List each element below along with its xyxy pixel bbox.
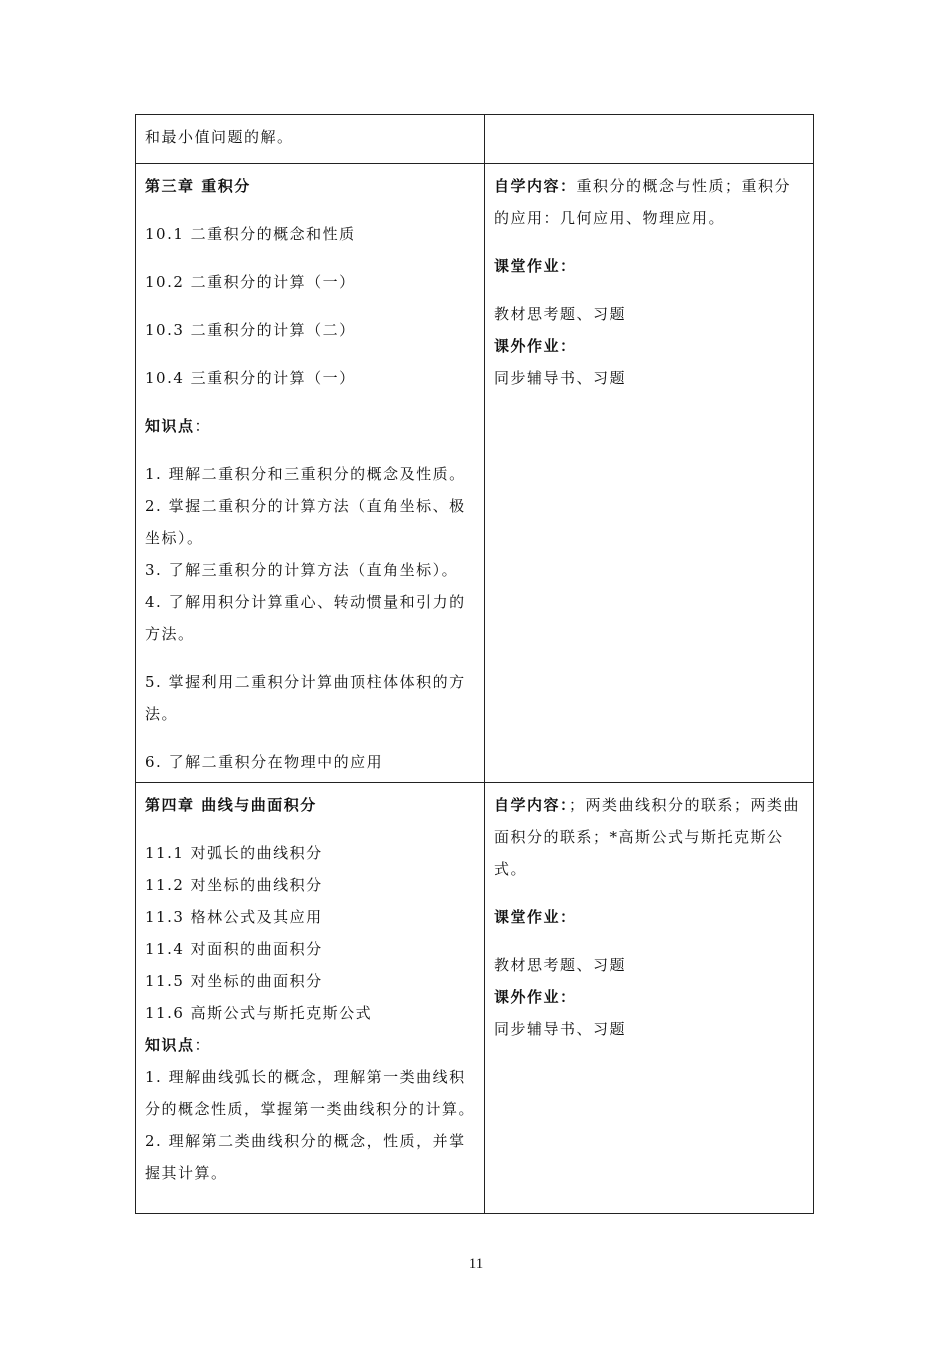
chapter3-point: 4. 了解用积分计算重心、转动惯量和引力的方法。 [145,593,466,643]
chapter3-section: 10.2 二重积分的计算（一） [145,273,356,291]
chapter3-after-hw-label: 课外作业： [494,337,577,355]
chapter4-section: 11.2 对坐标的曲线积分 [145,876,323,894]
chapter4-section: 11.1 对弧长的曲线积分 [145,844,323,862]
chapter4-point: 1. 理解曲线弧长的概念，理解第一类曲线积分的概念性质，掌握第一类曲线积分的计算。 [145,1068,476,1118]
chapter3-title: 第三章 重积分 [145,177,251,195]
chapter4-kp-colon: ： [194,1036,212,1054]
continuation-text: 和最小值问题的解。 [145,128,294,146]
chapter3-kp-label: 知识点 [145,417,195,435]
cell-continuation-right [485,115,814,164]
page-number: 11 [468,1256,484,1272]
cell-continuation-left [136,115,485,164]
chapter4-class-hw-label: 课堂作业： [494,908,577,926]
chapter4-kp-heading [145,1029,475,1061]
chapter3-section: 10.1 二重积分的概念和性质 [145,225,356,243]
syllabus-table [135,114,814,1214]
chapter3-point: 3. 了解三重积分的计算方法（直角坐标）。 [145,561,459,579]
chapter3-point: 6. 了解二重积分在物理中的应用 [145,753,384,771]
chapter4-point: 2. 理解第二类曲线积分的概念，性质，并掌握其计算。 [145,1132,466,1182]
chapter3-section: 10.3 二重积分的计算（二） [145,321,356,339]
chapter4-kp-label: 知识点 [145,1036,195,1054]
chapter4-section: 11.5 对坐标的曲面积分 [145,972,323,990]
chapter3-section: 10.4 三重积分的计算（一） [145,369,356,387]
table-row-chapter3 [136,164,814,783]
chapter3-after-hw-text: 同步辅导书、习题 [494,369,627,387]
chapter4-section: 11.4 对面积的曲面积分 [145,940,323,958]
chapter4-title: 第四章 曲线与曲面积分 [145,796,317,814]
chapter3-self-study-text: 重积分的概念与性质；重积分的应用：几何应用、物理应用。 [494,177,792,227]
chapter3-kp-heading [145,410,475,442]
chapter3-point: 2. 掌握二重积分的计算方法（直角坐标、极坐标）。 [145,497,466,547]
cell-chapter3-content [136,164,485,783]
table-row-chapter4 [136,783,814,1214]
table-row-continuation [136,115,814,164]
chapter4-self-study-label: 自学内容： [494,796,570,814]
chapter4-section: 11.3 格林公式及其应用 [145,908,323,926]
chapter4-section: 11.6 高斯公式与斯托克斯公式 [145,1004,373,1022]
chapter4-after-hw-label: 课外作业： [494,988,577,1006]
chapter3-self-study-label: 自学内容： [494,177,577,195]
chapter3-point: 1. 理解二重积分和三重积分的概念及性质。 [145,465,466,483]
cell-chapter3-assignments [485,164,814,783]
chapter3-kp-colon: ： [194,417,212,435]
cell-chapter4-content [136,783,485,1214]
chapter3-self-study [494,170,804,234]
cell-chapter4-assignments [485,783,814,1214]
chapter4-class-hw-text: 教材思考题、习题 [494,956,627,974]
chapter4-self-study [494,789,804,885]
chapter3-class-hw-label: 课堂作业： [494,257,577,275]
chapter3-class-hw-text: 教材思考题、习题 [494,305,627,323]
chapter4-self-study-text: ；两类曲线积分的联系；两类曲面积分的联系；*高斯公式与斯托克斯公式。 [494,796,801,878]
chapter3-point: 5. 掌握利用二重积分计算曲顶柱体体积的方法。 [145,673,466,723]
chapter4-after-hw-text: 同步辅导书、习题 [494,1020,627,1038]
